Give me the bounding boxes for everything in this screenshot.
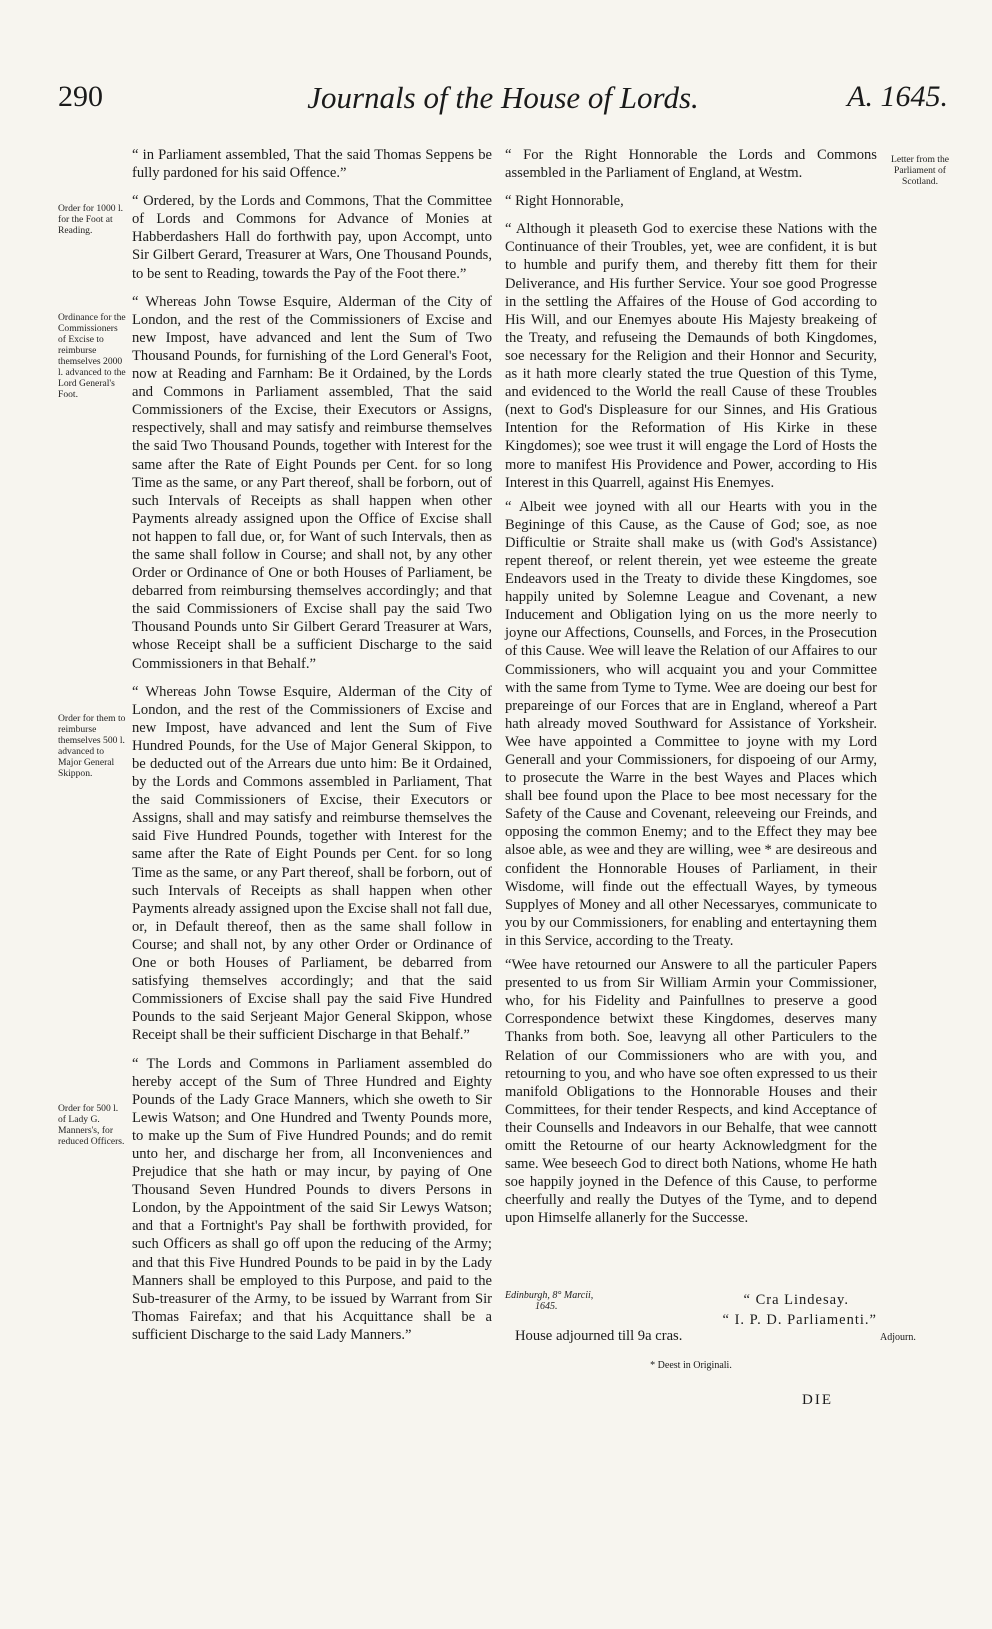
adjournment-text: House adjourned till 9a cras.	[515, 1328, 683, 1344]
margin-note-order-1000: Order for 1000 l. for the Foot at Reading.	[58, 203, 124, 236]
adjournment-margin-note: Adjourn.	[880, 1332, 916, 1343]
margin-note-ordinance-excise: Ordinance for the Commissioners of Excise to reimburse themselves 2000 l. advanced to the Lord General's Foot.	[58, 312, 126, 400]
letter-address: “ For the Right Honnorable the Lords and Commons assembled in the Parliament of England, at Westm.	[505, 147, 877, 182]
paragraph-ordinance-500: “ Whereas John Towse Esquire, Alderman of the City of London, and the rest of the Commissioners of Excise and new Impost, have advanced and lent the Sum of Five Hundred Pounds, for the Use of Major General Skippon, to be deducted out of the Arrears due unto him: Be it Ordained, by the Lords and Commons assembled in Parliament, That the said Commissioners of Excise, their Executors or Assigns, shall and may satisfy and reimburse themselves the said Five Hundred Pounds, together with Interest for the same after the Rate of Eight Pounds per Cent. for so long Time as the same, or any Part thereof, shall be forborn, out of such Intervals of Receipts as shall happen when other Payments already assigned upon the Excise shall not fall due, or, in Default thereof, then as the same shall follow in Course; and shall not, by any other Order or Ordinance of One or both Houses of Parliament, be debarred from satisfying themselves accordingly; and that the said Commissioners of Excise shall pay the said Five Hundred Pounds to the said Serjeant Major General Skippon, whose Receipt shall be their sufficient Discharge in that Behalf.”	[132, 683, 492, 1044]
right-column	[505, 146, 877, 1227]
signature-block	[505, 1292, 877, 1332]
signature-name: “ Cra Lindesay.	[743, 1292, 849, 1308]
letter-salutation: “ Right Honnorable,	[505, 193, 624, 210]
margin-note-letter-scotland: Letter from the Parliament of Scotland.	[890, 154, 950, 187]
signature-place-line: Edinburgh, 8° Marcii,	[505, 1290, 594, 1301]
letter-paragraph-3: “Wee have retourned our Answere to all the particuler Papers presented to us from Sir William Armin your Commissioner, who, for his Fidelity and Painfullnes to preserve a good Correspondence betwixt these Kingdomes, deserves many Thanks from both. Soe, leavyng all other Particulers to the Relation of our Commissioners who are with you, and retourning to you, and who have soe often expressed to us their manifold Obligations to the Honnorable Houses and their Committees, for their tender Respects, and kind Acceptance of their Counsells and Indeavors in our Behalfe, that wee cannott omitt the Retourne of our hearty Acknowledgment for the same. Wee beseech God to direct both Nations, whome He hath soe happily joyned in the Defence of this Cause, to performe cheerfully and really the Dutyes of the Tyme, and to depend upon Himselfe allanerly for the Successe.	[505, 957, 877, 1227]
margin-note-order-manners: Order for 500 l. of Lady G. Manners's, for reduced Officers.	[58, 1103, 125, 1147]
letter-paragraph-2: “ Albeit wee joyned with all our Hearts with you in the Begininge of this Cause, as the Cause of God; soe, as noe Difficultie or Straite shall make us (with God's Assistance) repent thereof, or relent therein, yet wee esteeme the greate Endeavors used in the Treaty to divide these Kingdomes, soe happily united by Solemne League and Covenant, a new Inducement and Obligation lying on us the more neerly to joyne our Affections, Counsells, and Forces, in the Prosecution of this Cause. Wee will leave the Relation of our Affaires to our Commissioners, who will acquaint you and your Committee with the same from Tyme to Tyme. Wee are doeing our best for prepareinge of our Forces that are in England, whereof a Part hath already moved Southward for Assistance of Yorksheir. Wee have appointed a Committee to joyne with my Lord Generall and your Commissioners, for dispoeing of our Army, to prosecute the Warre in the best Wayes and Places which shall bee found upon the Place to bee most necessary for the Safety of the Cause and Covenant, releeveing our Freinds, and opposing the common Enemy; and to the Effect they may bee alsoe able, as wee and they are willing, wee * are desireous and confident the Honnorable Houses of Parliament, in their Wisdome, will finde out the effectuall Wayes, by tymeous Supplyes of Money and all other Necessaryes, communicate to you by our Commissioners, for enabling and entertayning them in this Service, according to the Treaty.	[505, 498, 877, 949]
signature-title: “ I. P. D. Parliamenti.”	[722, 1312, 877, 1328]
paragraph-lady-manners: “ The Lords and Commons in Parliament assembled do hereby accept of the Sum of Three Hundred and Eighty Pounds of the Lady Grace Manners, which she oweth to Sir Lewis Watson; and One Hundred and Twenty Pounds more, to make up the Sum of Five Hundred Pounds; and do remit unto her, and discharge her from, all Inconveniences and Prejudice that she hath or may incur, by paying of One Thousand Seven Hundred Pounds to divers Persons in London, by the Appointment of the said Sir Lewys Watson; and that a Fortnight's Pay shall be forthwith provided, for such Officers as shall go off upon the reducing of the Army; and that this Five Hundred Pounds to be paid in by the Lady Manners shall be employed to this Purpose, and paid to the Sub-treasurer of the Army, to be issued by Warrant from Sir Thomas Fairefax; and that his Acquittance shall be a sufficient Discharge to the said Lady Manners.”	[132, 1055, 492, 1343]
signature-year: 1645.	[535, 1301, 558, 1312]
paragraph-pardon: “ in Parliament assembled, That the said Thomas Seppens be fully pardoned for his said Offence.”	[132, 147, 492, 182]
paragraph-order-habberdashers: “ Ordered, by the Lords and Commons, That the Committee of Lords and Commons for Advance of Monies at Habberdashers Hall do forthwith pay, upon Accompt, unto Sir Gilbert Gerard, Treasurer at Wars, One Thousand Pounds, to be sent to Reading, towards the Pay of the Foot there.”	[132, 193, 492, 282]
letter-paragraph-1: “ Although it pleaseth God to exercise these Nations with the Continuance of their Troubles, yet, wee are confident, it is but to humble and purify them, and thereby fitt them for their Deliverance, and His further Service. Your soe good Progresse in the settling the Affaires of the House of God according to His Will, and our Enemyes aboute His Majesty breakeing of the Treaty, and refuseing the Demaunds of both Kingdomes, soe necessary for the Religion and their Honnor and Security, as it hath more clearly stated the true Question of this Tyme, and evidenced to the World the reall Cause of these Troubles (next to God's Displeasure for our Sinnes, and His Gratious Intention for the Reformation of His Kirke in these Kingdomes); soe wee trust it will engage the Lord of Hosts the more to manifest His Providence and Power, according to His Interest in this Quarrell, against His Enemyes.	[505, 221, 877, 491]
catchword: DIE	[802, 1392, 833, 1408]
footnote: * Deest in Originali.	[650, 1360, 732, 1371]
page-year: A. 1645.	[847, 80, 948, 113]
paragraph-ordinance-2000: “ Whereas John Towse Esquire, Alderman of the City of London, and the rest of the Commissioners of Excise and new Impost, have advanced and lent the Sum of Two Thousand Pounds, for furnishing of the Lord General's Foot, now at Reading and Farnham: Be it Ordained, by the Lords and Commons in Parliament assembled, That the said Commissioners of the Excise, their Executors or Assigns, respectively, shall and may satisfy and reimburse themselves the said Two Thousand Pounds, together with Interest for the same after the Rate of Eight Pounds per Cent. for so long Time as the same, or any Part thereof, shall be forborn, out of such Intervals of Receipts as shall happen when other Payments already assigned upon the Office of Excise shall not happen to fall due, or, for Want of such Intervals, then as the same shall follow in Course; and shall not, by any other Order or Ordinance of One or both Houses of Parliament, be debarred from reimbursing themselves accordingly; and that the said Commissioners of Excise shall pay the said Two Thousand Pounds unto Sir Gilbert Gerard Treasurer at Wars, whose Receipt shall be a sufficient Discharge to the said Commissioners in that Behalf.”	[132, 293, 492, 672]
running-title: Journals of the House of Lords.	[307, 80, 699, 115]
page-header	[58, 80, 948, 128]
left-column	[132, 146, 492, 1344]
page-number: 290	[58, 80, 103, 113]
margin-note-order-skippon: Order for them to reimburse themselves 500 l. advanced to Major General Skippon.	[58, 713, 126, 779]
